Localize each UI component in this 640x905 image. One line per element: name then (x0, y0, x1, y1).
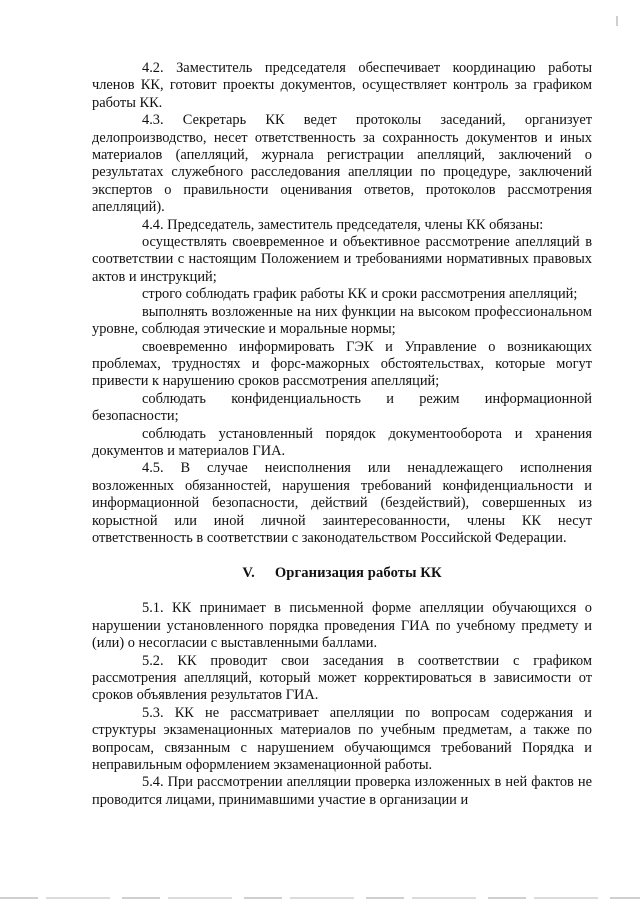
section-heading (92, 565, 592, 582)
document-page (92, 60, 592, 809)
paragraph-4-4: 4.4. Председатель, заместитель председателя, члены КК обязаны: (142, 216, 544, 233)
paragraph-5-3: 5.3. КК не рассматривает апелляции по вопросам содержания и структуры экзаменационных материалов по учебным предметам, а также по вопросам, связанным с нарушением обучающимся требований Порядка и неправильным оформлением экзаменационной работы. (92, 704, 592, 774)
paragraph-4-5: 4.5. В случае неисполнения или ненадлежащего исполнения возложенных обязанностей, нарушения требований конфиденциальности и информационной безопасности, действий (бездействий), совершенных из корыстной или иной личной заинтересованности, члены КК несут ответственность в соответствии с законодательством Российской Федерации. (92, 460, 592, 546)
paragraph-4-2: 4.2. Заместитель председателя обеспечивает координацию работы членов КК, готовит проекты документов, осуществляет контроль за графиком работы КК. (92, 60, 592, 111)
paragraph-5-4: 5.4. При рассмотрении апелляции проверка изложенных в ней фактов не проводится лицами, принимавшими участие в организации и (92, 774, 592, 808)
scan-mark (616, 16, 618, 26)
section-title: Организация работы КК (274, 565, 442, 582)
duty-item: соблюдать конфиденциальность и режим информационной безопасности; (92, 390, 592, 425)
duty-item: выполнять возложенные на них функции на высоком профессиональном уровне, соблюдая этические и моральные нормы; (92, 303, 592, 338)
paragraph-5-2: 5.2. КК проводит свои заседания в соответствии с графиком рассмотрения апелляций, который может корректироваться в зависимости от сроков объявления результатов ГИА. (92, 652, 592, 704)
paragraph-4-3: 4.3. Секретарь КК ведет протоколы заседаний, организует делопроизводство, несет ответственность за сохранность документов и иных материалов (апелляций, журнала регистрации апелляций, заключений о результатах служебного расследования апелляции по процедуре, заключений экспертов о правильности оценивания ответов, протоколов рассмотрения апелляций). (92, 112, 592, 216)
duty-item: строго соблюдать график работы КК и сроки рассмотрения апелляций; (142, 286, 578, 303)
duty-item: соблюдать установленный порядок документооборота и хранения документов и материалов ГИА. (92, 425, 592, 459)
paragraph-5-1: 5.1. КК принимает в письменной форме апелляции обучающихся о нарушении установленного порядка проведения ГИА по учебному предмету и (или) о несогласии с выставленными баллами. (92, 600, 592, 652)
duty-item: своевременно информировать ГЭК и Управление о возникающих проблемах, трудностях и форс-мажорных обстоятельствах, которые могут привести к нарушению сроков рассмотрения апелляций; (92, 338, 592, 390)
duty-item: осуществлять своевременное и объективное рассмотрение апелляций в соответствии с настоящим Положением и требованиями нормативных правовых актов и инструкций; (92, 234, 592, 285)
scan-edge (0, 897, 640, 899)
section-number: V. (242, 565, 255, 582)
